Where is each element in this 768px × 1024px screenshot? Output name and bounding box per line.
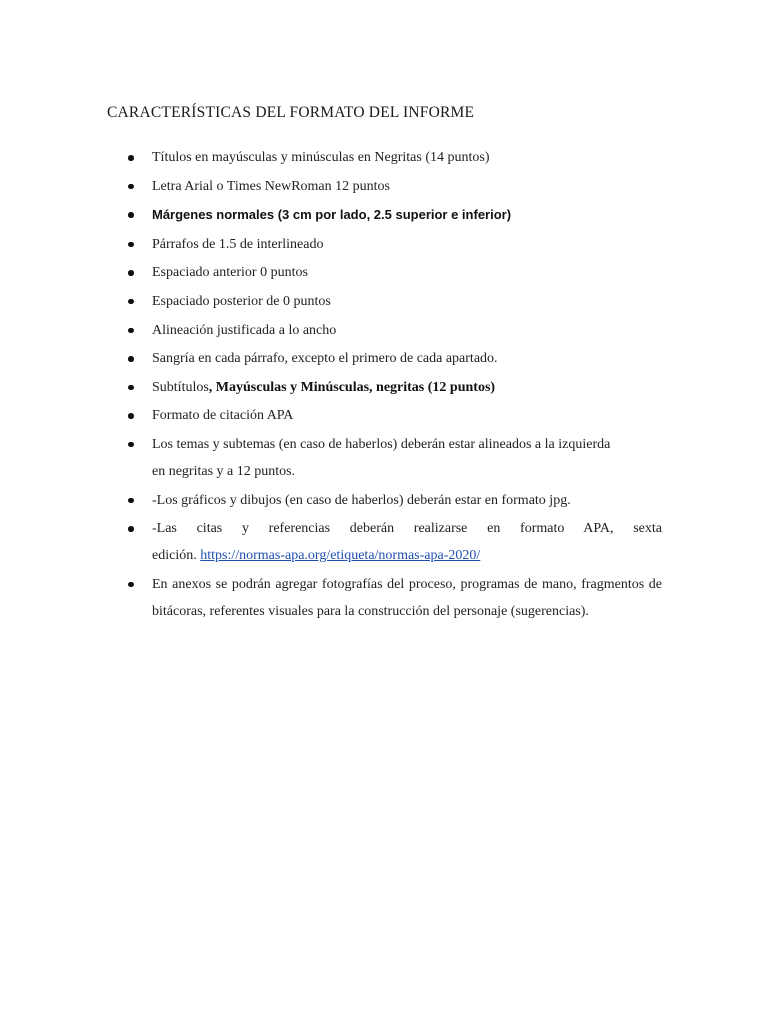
list-item-text: Títulos en mayúsculas y minúsculas en Negritas (14 puntos) — [152, 150, 490, 165]
bullet-icon — [128, 184, 134, 190]
list-item — [107, 317, 662, 344]
bullet-icon — [128, 328, 134, 334]
list-item-text: Espaciado anterior 0 puntos — [152, 265, 308, 281]
list-item — [107, 515, 662, 569]
list-item — [107, 288, 662, 315]
list-item — [107, 487, 662, 514]
list-item — [107, 402, 662, 429]
bullet-icon — [128, 526, 134, 532]
list-item — [107, 431, 662, 485]
bullet-icon — [128, 299, 134, 305]
bullet-icon — [128, 212, 134, 218]
bullet-icon — [128, 242, 134, 248]
list-item-text: Sangría en cada párrafo, excepto el primero de cada apartado. — [152, 351, 498, 367]
bullet-icon — [128, 270, 134, 276]
list-item — [107, 345, 662, 372]
bullet-icon — [128, 442, 134, 448]
bullet-icon — [128, 498, 134, 504]
list-item-text-line-2: edición. — [152, 548, 197, 564]
list-item-text: Márgenes normales (3 cm por lado, 2.5 superior e inferior) — [152, 207, 512, 223]
bullet-icon — [128, 155, 134, 161]
list-item-text: En anexos se podrán agregar fotografías del proceso, programas de mano, fragmentos de bitácoras, referentes visuales para la construcción del personaje (sugerencias). — [152, 576, 662, 619]
list-item-text: Letra Arial o Times NewRoman 12 puntos — [152, 178, 390, 194]
document-title: CARACTERÍSTICAS DEL FORMATO DEL INFORME — [107, 104, 475, 121]
list-item-text: Subtítulos — [152, 379, 209, 395]
list-item-text: Alineación justificada a lo ancho — [152, 322, 337, 338]
list-item-text: -Los gráficos y dibujos (en caso de haberlos) deberán estar en formato jpg. — [152, 492, 571, 508]
list-item — [107, 173, 662, 200]
bullet-icon — [128, 582, 134, 588]
list-item-bold-text: , Mayúsculas y Minúsculas, negritas (12 puntos) — [208, 379, 496, 395]
bullet-icon — [128, 356, 134, 362]
list-item — [107, 144, 662, 171]
list-item-text-line-1: Los temas y subtemas (en caso de haberlos) deberán estar alineados a la izquierda — [152, 436, 611, 452]
list-item — [107, 259, 662, 286]
list-item-text-line-2: en negritas y a 12 puntos. — [152, 463, 296, 479]
list-item-text: Formato de citación APA — [152, 408, 294, 424]
list-item-text: Espaciado posterior de 0 puntos — [152, 293, 331, 309]
list-item-text: Párrafos de 1.5 de interlineado — [152, 236, 324, 252]
bullet-icon — [128, 413, 134, 419]
list-item — [107, 231, 662, 258]
list-item — [107, 201, 662, 229]
bullet-icon — [128, 385, 134, 391]
apa-reference-link[interactable]: https://normas-apa.org/etiqueta/normas-apa-2020/ — [200, 548, 481, 564]
format-list — [107, 144, 662, 626]
list-item-text-line-1: -Las citas y referencias deberán realizarse en formato APA, sexta — [152, 521, 662, 537]
list-item — [107, 374, 662, 401]
list-item — [107, 571, 662, 625]
